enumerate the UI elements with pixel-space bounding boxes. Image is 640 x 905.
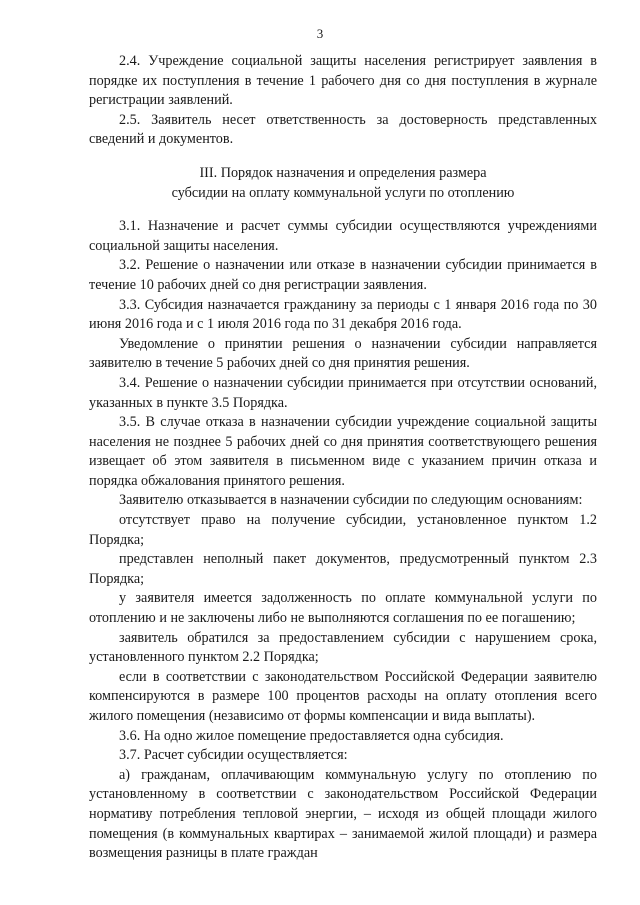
paragraph-3-4: 3.4. Решение о назначении субсидии принимается при отсутствии оснований, указанных в пункте 3.5 Порядка. bbox=[89, 374, 597, 411]
paragraph-3-3: 3.3. Субсидия назначается гражданину за периоды с 1 января 2016 года по 30 июня 2016 года и с 1 июля 2016 года по 31 декабря 2016 года. bbox=[89, 296, 597, 333]
paragraph-2-5: 2.5. Заявитель несет ответственность за достоверность представленных сведений и документов. bbox=[89, 111, 597, 148]
list-item-incomplete-documents: представлен неполный пакет документов, предусмотренный пунктом 2.3 Порядка; bbox=[89, 551, 597, 587]
section-heading-line-1: III. Порядок назначения и определения размера bbox=[199, 164, 487, 181]
page-number: 3 bbox=[316, 26, 324, 41]
paragraph-3-2: 3.2. Решение о назначении или отказе в назначении субсидии принимается в течение 10 рабочих дней со дня регистрации заявления. bbox=[89, 257, 597, 293]
paragraph-3-7: 3.7. Расчет субсидии осуществляется: bbox=[119, 747, 348, 764]
paragraph-notification: Уведомление о принятии решения о назначении субсидии направляется заявителю в течение 5 рабочих дней со дня принятия решения. bbox=[89, 335, 597, 372]
paragraph-3-1: 3.1. Назначение и расчет суммы субсидии осуществляются учреждениями социальной защиты населения. bbox=[89, 218, 597, 254]
paragraph-3-7-a: а) гражданам, оплачивающим коммунальную услугу по отоплению по установленному в соответствии с законодательством Российской Федерации нормативу потребления тепловой энергии, – исходя из общей площади жилого помещения (в коммунальных квартирах – занимаемой жилой площади) и размера возмещения разницы в плате граждан bbox=[89, 766, 597, 862]
list-item-deadline-violation: заявитель обратился за предоставлением субсидии с нарушением срока, установленного пунктом 2.2 Порядка; bbox=[89, 629, 597, 666]
section-heading bbox=[89, 164, 597, 203]
list-item-debt: у заявителя имеется задолженность по оплате коммунальной услуги по отоплению и не заключены либо не выполняются соглашения по ее погашению; bbox=[89, 590, 597, 627]
paragraph-3-6: 3.6. На одно жилое помещение предоставляется одна субсидия. bbox=[119, 727, 504, 744]
document-body bbox=[89, 52, 597, 864]
list-item-full-compensation: если в соответствии с законодательством Российской Федерации заявителю компенсируются в размере 100 процентов расходы на оплату отопления всего жилого помещения (независимо от формы компенсации и вида выплаты). bbox=[89, 668, 597, 724]
paragraph-refusal-grounds: Заявителю отказывается в назначении субсидии по следующим основаниям: bbox=[119, 492, 583, 509]
paragraph-3-5: 3.5. В случае отказа в назначении субсидии учреждение социальной защиты населения не позднее 5 рабочих дней со дня принятия соответствующего решения извещает об этом заявителя в письменном виде с указанием причин отказа и порядка обжалования принятого решения. bbox=[89, 414, 597, 489]
section-heading-line-2: субсидии на оплату коммунальной услуги по отоплению bbox=[171, 184, 515, 201]
list-item-no-right: отсутствует право на получение субсидии, установленное пунктом 1.2 Порядка; bbox=[89, 512, 597, 548]
paragraph-2-4: 2.4. Учреждение социальной защиты населения регистрирует заявления в порядке их поступления в течение 1 рабочего дня со дня поступления в журнале регистрации заявлений. bbox=[89, 53, 597, 109]
